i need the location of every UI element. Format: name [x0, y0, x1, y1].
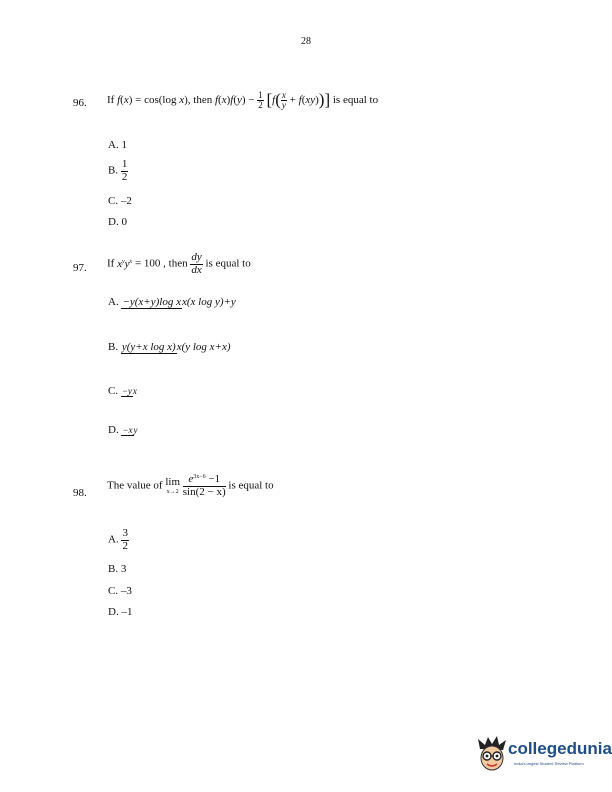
fraction-denominator: x [132, 385, 137, 396]
option-letter: B. [108, 563, 119, 575]
limit-operator [165, 477, 180, 495]
option[interactable] [108, 139, 127, 151]
derivative-fraction [190, 252, 202, 276]
option-letter: B. [108, 341, 119, 353]
option-value: 0 [121, 216, 127, 228]
option-letter: C. [108, 195, 119, 207]
limit-word: lim [165, 476, 181, 489]
limit-denominator: sin(2 − x) [182, 485, 226, 498]
logo-name: collegedunia [508, 739, 612, 758]
fraction-numerator: −y [121, 385, 132, 396]
limit-fraction [183, 474, 226, 498]
question-number: 97. [73, 262, 87, 274]
logo-tagline: India's largest Student Review Platform [514, 761, 584, 766]
fraction-denominator: x(x log y)+y [181, 295, 236, 308]
option-value: –1 [121, 606, 133, 618]
option-value: –3 [120, 585, 132, 597]
option[interactable] [108, 385, 137, 397]
fraction-numerator: 1 [121, 158, 128, 170]
option-fraction [121, 387, 137, 396]
option[interactable] [108, 606, 132, 618]
fraction-denominator: x(y log x+x) [176, 340, 231, 353]
question-lead: If [107, 94, 115, 106]
option-letter: C. [108, 585, 119, 597]
option-letter: A. [108, 296, 119, 308]
mascot-face-icon [476, 735, 508, 773]
numerator-base: e [188, 473, 194, 485]
numerator-rest: −1 [205, 473, 221, 485]
option[interactable] [108, 195, 132, 207]
question-98-text [107, 474, 274, 498]
question-trail: is equal to [332, 94, 379, 106]
option-value: –2 [120, 195, 132, 207]
question-lead: The value of [107, 479, 163, 492]
limit-approach: x→2 [166, 488, 179, 495]
fraction-denominator: 2 [121, 170, 128, 183]
page-number: 28 [301, 36, 311, 47]
option-letter: D. [108, 424, 119, 436]
option-letter: D. [108, 216, 119, 228]
fraction-numerator: −y(x+y)log x [122, 295, 181, 308]
option-fraction [121, 159, 129, 183]
limit-numerator [183, 474, 226, 487]
option-letter: D. [108, 606, 119, 618]
fraction-one-half: $\frac{1}{2}$ [258, 89, 263, 110]
question-trail: is equal to [205, 257, 251, 270]
fraction-numerator: 3 [122, 527, 128, 539]
fraction-denominator: y [133, 424, 138, 435]
numerator-exponent: 3x−6 [193, 474, 206, 480]
option[interactable] [108, 296, 236, 308]
option-letter: C. [108, 385, 119, 397]
option[interactable] [108, 341, 231, 353]
collegedunia-logo [476, 735, 612, 775]
option[interactable] [108, 159, 128, 183]
option-fraction [121, 426, 137, 435]
derivative-numerator: dy [191, 251, 202, 263]
option-fraction [121, 297, 235, 309]
equation: f(x) = cos(log x), then f(x)f(y) − $\frac{1}{2}$ [f( $\frac{x}{y}$ + f(xy))] [117, 89, 331, 110]
option[interactable] [108, 563, 126, 575]
option-letter: B. [108, 164, 119, 177]
option[interactable] [108, 585, 132, 597]
fraction-numerator: y(y+x log x) [121, 340, 176, 353]
question-number: 96. [73, 97, 87, 109]
option[interactable] [108, 528, 129, 552]
question-lead: If [107, 257, 115, 270]
question-97-text [107, 252, 251, 276]
option-value: 1 [121, 139, 127, 151]
equation: $x^yy^x$ [117, 257, 133, 270]
question-number: 98. [73, 487, 87, 499]
derivative-denominator: dx [191, 263, 202, 276]
fraction-numerator: −x [122, 424, 133, 435]
option-value: 3 [120, 563, 127, 575]
option[interactable] [108, 424, 138, 436]
option-letter: A. [108, 533, 119, 546]
option-letter: A. [108, 139, 119, 151]
option[interactable] [108, 216, 127, 228]
option-fraction [121, 528, 129, 552]
option-fraction [121, 342, 231, 354]
question-96-text [107, 90, 378, 110]
question-trail: is equal to [228, 479, 274, 492]
question-condition: = 100 , then [134, 257, 188, 270]
fraction-denominator: 2 [122, 539, 128, 552]
fraction-x-over-y: $\frac{x}{y}$ [281, 89, 286, 110]
